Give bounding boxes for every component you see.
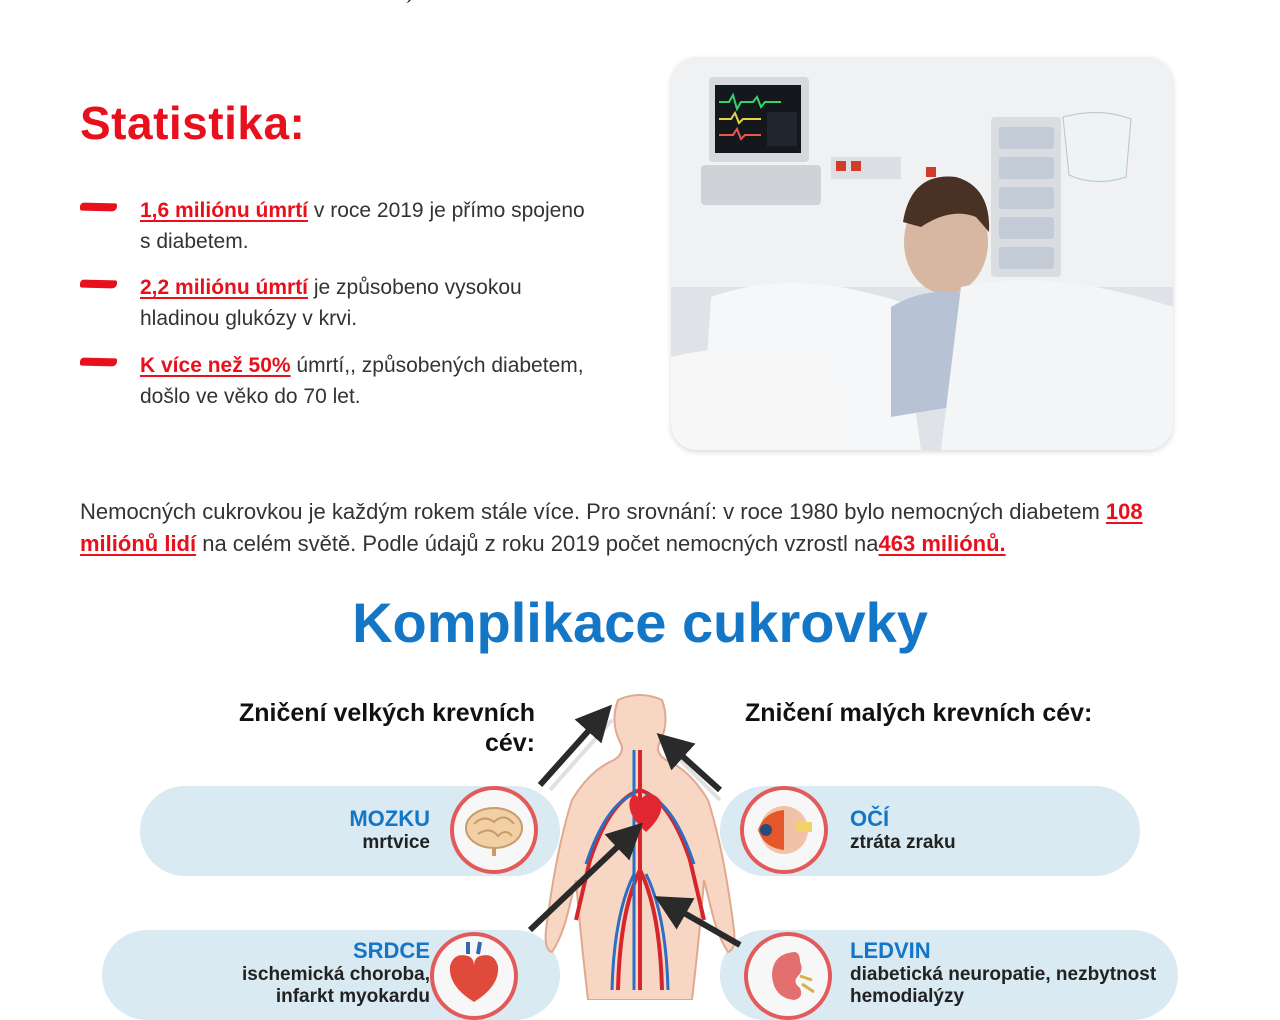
paragraph-text: na celém světě. Podle údajů z roku 2019 počet nemocných vzrostl na [196,531,879,556]
eye-complication-label [850,806,1110,854]
arrow-icon [540,718,600,785]
stat-item [80,272,600,334]
arrow-icon [670,745,720,790]
stat-text: je způsobeno vysokou hladinou glukózy v krvi. [140,276,522,330]
stat-highlight-link[interactable]: 2,2 miliónu úmrtí [140,276,309,299]
stat-item [80,350,600,412]
paragraph-text: Nemocných cukrovkou je každým rokem stále více. Pro srovnání: v roce 1980 bylo nemocných diabetem [80,499,1106,524]
kidney-complication-label [850,938,1195,1008]
stat-highlight-link[interactable]: 1,6 miliónu úmrtí [140,199,309,222]
bullet-bar-icon [80,280,117,289]
arrow-icon [670,905,740,945]
stat-text: úmrtí,, způsobených diabetem, došlo ve věko do 70 let. [140,354,584,408]
stat-item [80,195,600,257]
brain-complication-label [300,806,430,854]
large-vessels-heading: Zničení velkých krevních cév: [239,699,535,757]
small-vessels-heading: Zničení malých krevních cév: [745,699,1093,727]
complication-desc: ischemická choroba, infarkt myokardu [242,964,430,1007]
bullet-bar-icon [80,203,117,212]
eye-icon [740,786,828,874]
bullet-bar-icon [80,358,117,367]
text-fragment [402,0,414,3]
complication-desc: mrtvice [362,832,430,853]
paragraph-highlight-link[interactable]: 463 miliónů. [878,531,1006,556]
complications-title: Komplikace cukrovky [352,591,928,654]
complication-desc: diabetická neuropatie, nezbytnost hemodialýzy [850,964,1157,1007]
arrow-icon [530,835,630,930]
paragraph-highlight-link[interactable]: 108 miliónů lidí [80,499,1143,556]
complication-desc: ztráta zraku [850,832,956,853]
hospital-patient-photo [671,57,1173,450]
stat-text: v roce 2019 je přímo spojeno s diabetem. [140,199,585,253]
heart-icon [430,932,518,1020]
complication-title: MOZKU [349,806,430,831]
complication-title: OČÍ [850,806,890,831]
complication-title: SRDCE [352,938,430,963]
diabetes-growth-paragraph [80,496,1210,560]
statistics-title: Statistika: [80,97,306,149]
arrows-overlay [520,690,760,1000]
stat-highlight-link[interactable]: K více než 50% [140,354,291,377]
heart-complication-label [190,938,430,1008]
complication-title: LEDVIN [850,938,931,963]
kidney-icon [744,932,832,1020]
brain-icon [450,786,538,874]
